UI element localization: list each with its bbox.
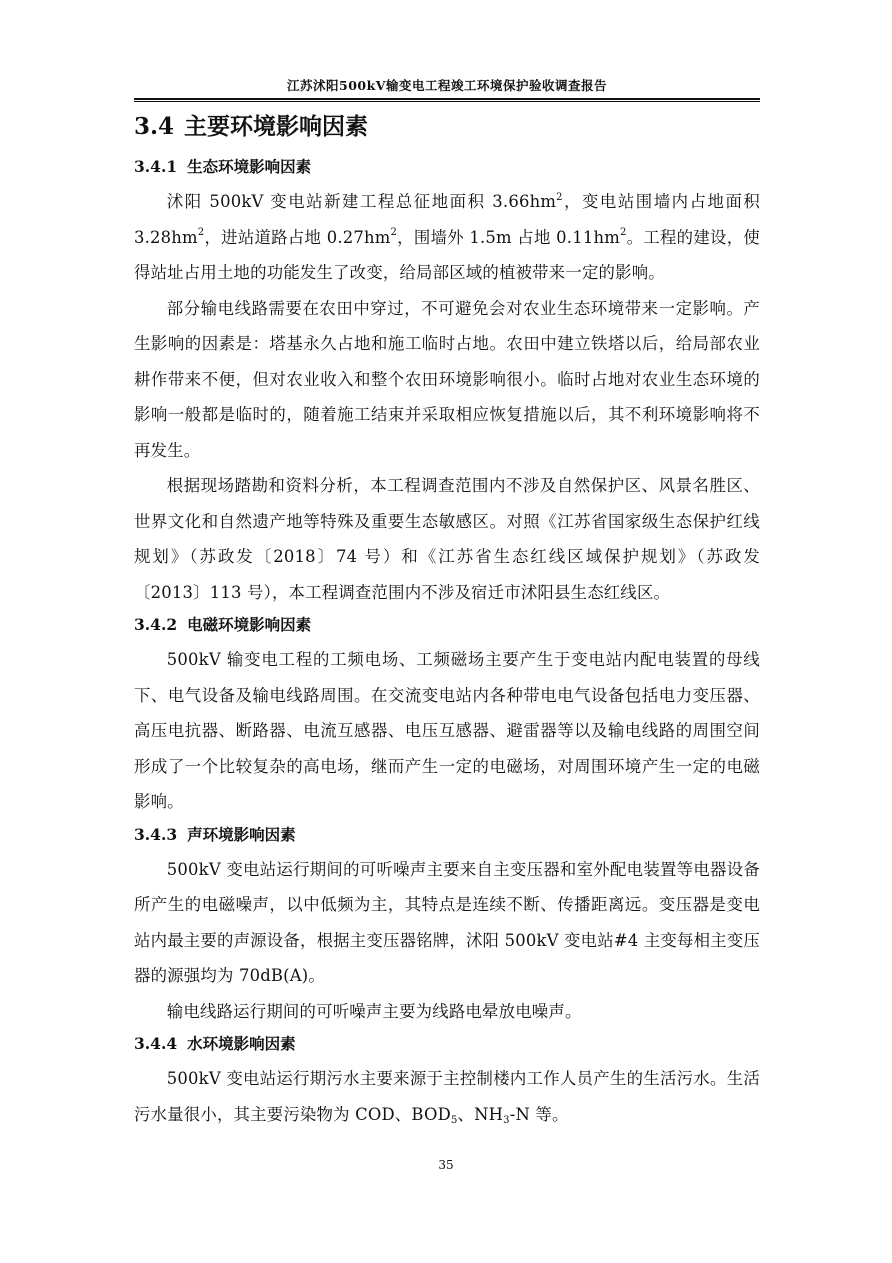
paragraph-land-use: 沭阳 500kV 变电站新建工程总征地面积 $3.66hm^2$，变电站围墙内占地面积 $3.28hm^2$，进站道路占地 $0.27hm^2$，围墙外 1.5m 占地 $0.11hm^2$。工程的建设，使得站址占用土地的功能发生了改变，给局部区域的植被带来一定的影响。 (134, 191, 760, 282)
section-title: 主要环境影响因素 (184, 113, 369, 140)
subsection-number: 3.4.3 (134, 824, 178, 844)
subsection-number: 3.4.1 (134, 157, 178, 176)
subsection-title: 水环境影响因素 (187, 1034, 296, 1053)
subsection-heading-water (134, 1031, 760, 1057)
page-body (134, 108, 760, 1135)
subsection-title: 生态环境影响因素 (187, 157, 312, 176)
subsection-number: 3.4.4 (134, 1034, 178, 1053)
paragraph-noise-line: 输电线路运行期间的可听噪声主要为线路电晕放电噪声。 (166, 1001, 582, 1021)
section-heading (134, 110, 760, 144)
paragraph-noise-substation: 500kV 变电站运行期间的可听噪声主要来自主变压器和室外配电装置等电器设备所产生的电磁噪声，以中低频为主，其特点是连续不断、传播距离远。变压器是变电站内最主要的声源设备，根据主变压器铭牌，沭阳 500kV 变电站#4 主变每相主变压器的源强均为 70dB(A)。 (134, 859, 760, 985)
subsection-heading-electromagnetic (134, 612, 760, 638)
subsection-heading-ecology (134, 154, 760, 180)
page-number: 35 (438, 1158, 454, 1172)
paragraph-farmland: 部分输电线路需要在农田中穿过，不可避免会对农业生态环境带来一定影响。产生影响的因素是：塔基永久占地和施工临时占地。农田中建立铁塔以后，给局部农业耕作带来不便，但对农业收入和整个农田环境影响很小。临时占地对农业生态环境的影响一般都是临时的，随着施工结束并采取相应恢复措施以后，其不利环境影响将不再发生。 (134, 298, 760, 460)
subsection-title: 电磁环境影响因素 (187, 615, 312, 634)
subsection-number: 3.4.2 (134, 615, 178, 634)
header-rule-thick (134, 98, 760, 100)
running-header: 江苏沭阳500kV输变电工程竣工环境保护验收调查报告 (287, 78, 607, 93)
paragraph-wastewater: 500kV 变电站运行期污水主要来源于主控制楼内工作人员产生的生活污水。生活污水量很小，其主要污染物为 COD、BOD5、NH3-N 等。 (134, 1069, 760, 1126)
section-number: 3.4 (134, 113, 175, 140)
paragraph-electromagnetic: 500kV 输变电工程的工频电场、工频磁场主要产生于变电站内配电装置的母线下、电气设备及输电线路周围。在交流变电站内各种带电电气设备包括电力变压器、高压电抗器、断路器、电流互感器、电压互感器、避雷器等以及输电线路的周围空间形成了一个比较复杂的高电场，继而产生一定的电磁场，对周围环境产生一定的电磁影响。 (134, 650, 760, 811)
header-rule-thin (134, 101, 760, 102)
subsection-heading-acoustic (134, 822, 760, 848)
paragraph-sensitive-areas: 根据现场踏勘和资料分析，本工程调查范围内不涉及自然保护区、风景名胜区、世界文化和自然遗产地等特殊及重要生态敏感区。对照《江苏省国家级生态保护红线规划》（苏政发〔2018〕74 号）和《江苏省生态红线区域保护规划》（苏政发〔2013〕113 号），本工程调查范围内不涉及宿迁市沭阳县生态红线区。 (134, 476, 760, 602)
subsection-title: 声环境影响因素 (187, 824, 296, 844)
